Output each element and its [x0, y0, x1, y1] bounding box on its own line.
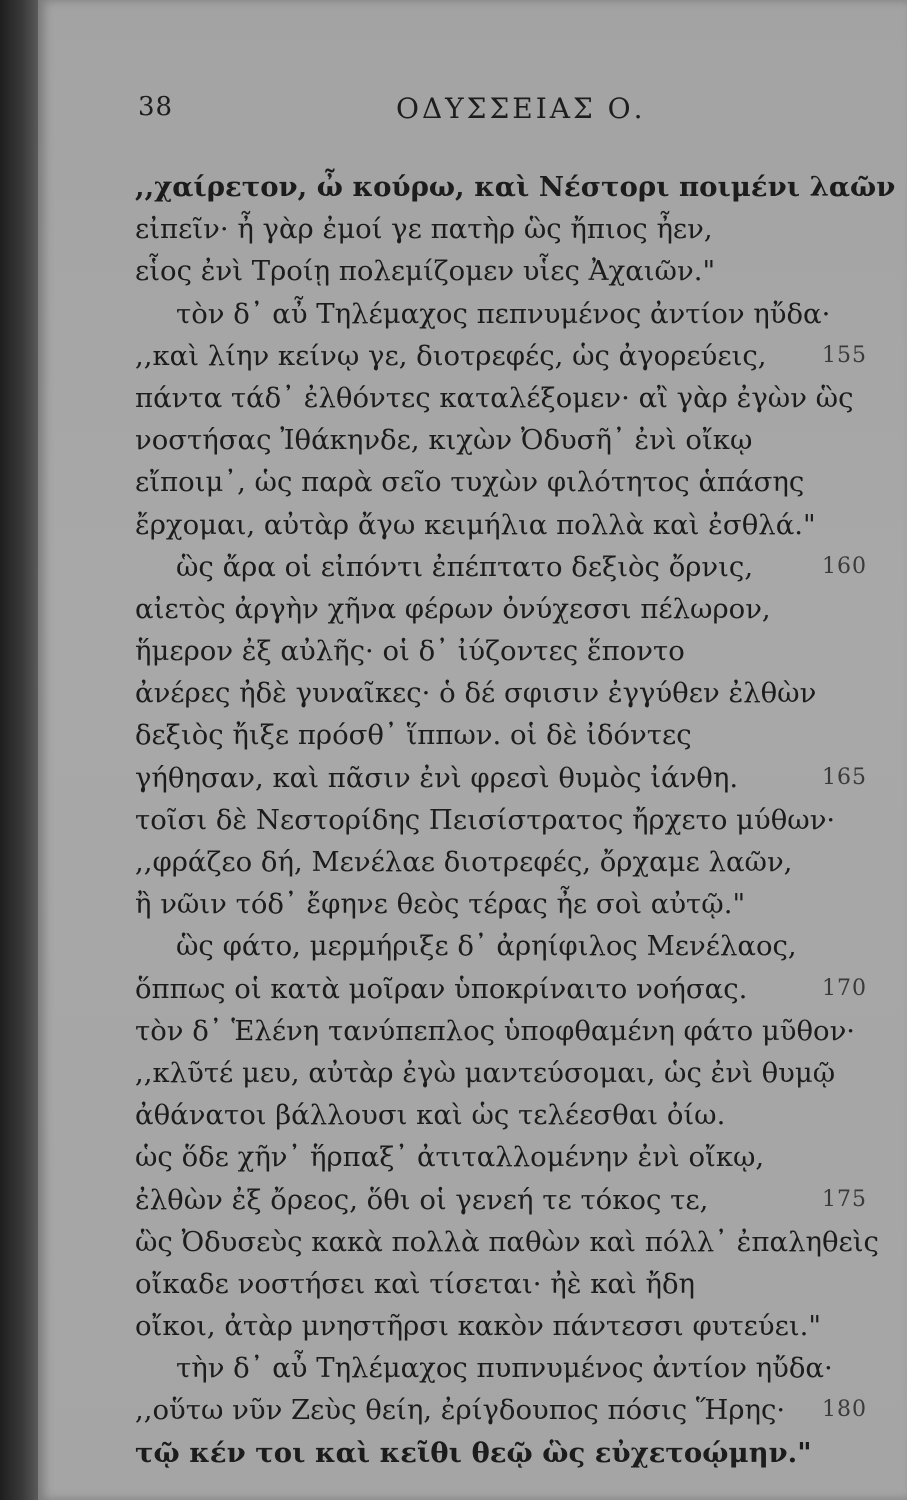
verse-line	[38, 1432, 907, 1474]
line-number: 155	[822, 342, 867, 368]
verse-line	[38, 293, 907, 335]
book-page	[38, 0, 907, 1500]
book-gutter-edge	[0, 0, 38, 1500]
verse-line	[38, 461, 907, 503]
verse-line	[38, 1263, 907, 1305]
verse-line-text: τὴν δ᾽ αὖ Τηλέμαχος πυπνυμένος ἀντίον ηὔδα·	[176, 1352, 833, 1385]
verse-line	[38, 714, 907, 756]
verse-line-text: ἥμερον ἐξ αὐλῆς· οἱ δ᾽ ἰύζοντες ἕποντο	[135, 635, 685, 668]
verse-line-text: τὸν δ᾽ Ἑλένη τανύπεπλος ὑποφθαμένη φάτο μῦθον·	[135, 1014, 856, 1047]
verse-line	[38, 1136, 907, 1178]
verse-line-text: ὡς ὅδε χῆν᾽ ἥρπαξ᾽ ἀτιταλλομένην ἐνὶ οἴκῳ,	[135, 1141, 765, 1174]
verse-line-text: ὣς Ὀδυσεὺς κακὰ πολλὰ παθὼν καὶ πόλλ᾽ ἐπαληθεὶς	[135, 1225, 879, 1258]
verse-line-text: εἴποιμ᾽, ὡς παρὰ σεῖο τυχὼν φιλότητος ἁπάσης	[135, 466, 805, 499]
verse-line-text: ἀθάνατοι βάλλουσι καὶ ὡς τελέεσθαι ὀίω.	[135, 1099, 726, 1132]
verse-line	[38, 1347, 907, 1389]
verse-line-text: ,,χαίρετον, ὦ κούρω, καὶ Νέστορι ποιμένι λαῶν	[135, 171, 896, 203]
verse-line	[38, 672, 907, 714]
line-number: 180	[822, 1397, 867, 1423]
verse-line	[38, 841, 907, 883]
verse-line	[38, 546, 907, 588]
verse-line-text: ὣς ἄρα οἱ εἰπόντι ἐπέπτατο δεξιὸς ὄρνις,	[176, 550, 754, 583]
verse-line-text: γήθησαν, καὶ πᾶσιν ἐνὶ φρεσὶ θυμὸς ἰάνθη.	[135, 761, 739, 794]
line-number: 175	[822, 1186, 867, 1212]
line-number: 160	[822, 553, 867, 579]
verse-line-text: δεξιὸς ἤιξε πρόσθ᾽ ἵππων. οἱ δὲ ἰδόντες	[135, 719, 692, 752]
verse-line	[38, 968, 907, 1010]
verse-line	[38, 208, 907, 250]
verse-line	[38, 1052, 907, 1094]
running-title: ΟΔΥΣΣΕΙΑΣ Ο.	[396, 92, 646, 125]
verse-line-text: οἴκαδε νοστήσει καὶ τίσεται· ἠὲ καὶ ἤδη	[135, 1267, 696, 1300]
verse-line-text: πάντα τάδ᾽ ἐλθόντες καταλέξομεν· αἲ γὰρ ἐγὼν ὣς	[135, 381, 854, 414]
verse-line-text: ἐλθὼν ἐξ ὄρεος, ὅθι οἱ γενεή τε τόκος τε,	[135, 1183, 709, 1216]
verse-line-text: τοῖσι δὲ Νεστορίδης Πεισίστρατος ἤρχετο μύθων·	[135, 803, 836, 836]
page-header	[38, 92, 907, 132]
verse-line	[38, 1221, 907, 1263]
verse-line	[38, 166, 907, 208]
verse-line-text: ὅππως οἱ κατὰ μοῖραν ὑποκρίναιτο νοήσας.	[135, 972, 748, 1005]
verse-line	[38, 250, 907, 292]
verse-line-text: οἴκοι, ἀτὰρ μνηστῆρσι κακὸν πάντεσσι φυτεύει."	[135, 1310, 822, 1343]
verse-line	[38, 377, 907, 419]
verse-line	[38, 925, 907, 967]
verse-line-text: ἔρχομαι, αὐτὰρ ἄγω κειμήλια πολλὰ καὶ ἐσθλά."	[135, 508, 816, 541]
verse-line-text: τῷ κέν τοι καὶ κεῖθι θεῷ ὣς εὐχετοῴμην."	[135, 1436, 812, 1469]
verse-line-text: αἰετὸς ἀργὴν χῆνα φέρων ὀνύχεσσι πέλωρον,	[135, 592, 771, 625]
verse-line-text: ,,καὶ λίην κείνῳ γε, διοτρεφές, ὡς ἀγορεύεις,	[135, 339, 767, 372]
page-number: 38	[138, 92, 174, 122]
verse-line	[38, 1179, 907, 1221]
verse-line-text: νοστήσας Ἰθάκηνδε, κιχὼν Ὀδυσῆ᾽ ἐνὶ οἴκῳ	[135, 424, 753, 457]
verse-line-text: ,,κλῦτέ μευ, αὐτὰρ ἐγὼ μαντεύσομαι, ὡς ἐνὶ θυμῷ	[135, 1056, 836, 1089]
line-number: 165	[822, 764, 867, 790]
verse-line-text: ἢ νῶιν τόδ᾽ ἔφηνε θεὸς τέρας ἦε σοὶ αὐτῷ."	[135, 888, 746, 921]
verse-line-text: εἷος ἐνὶ Τροίῃ πολεμίζομεν υἷες Ἀχαιῶν."	[135, 255, 716, 288]
verse-line	[38, 1094, 907, 1136]
verse-line-text: εἰπεῖν· ἦ γὰρ ἐμοί γε πατὴρ ὣς ἤπιος ἦεν,	[135, 213, 713, 246]
verse-line-text: ὣς φάτο, μερμήριξε δ᾽ ἀρηίφιλος Μενέλαος,	[176, 930, 797, 963]
verse-line-text: ,,φράζεο δή, Μενέλαε διοτρεφές, ὄρχαμε λαῶν,	[135, 846, 793, 878]
verse-line	[38, 1010, 907, 1052]
verse-line	[38, 1389, 907, 1431]
verse-line	[38, 588, 907, 630]
verse-line	[38, 1305, 907, 1347]
verse-line	[38, 335, 907, 377]
line-number: 170	[822, 975, 867, 1001]
verse-line	[38, 419, 907, 461]
verse-line	[38, 799, 907, 841]
verse-line-text: τὸν δ᾽ αὖ Τηλέμαχος πεπνυμένος ἀντίον ηὔδα·	[176, 297, 831, 330]
verse-line	[38, 757, 907, 799]
verse-line-text: ἀνέρες ἠδὲ γυναῖκες· ὁ δέ σφισιν ἐγγύθεν ἐλθὼν	[135, 677, 817, 710]
verse-line-text: ,,οὕτω νῦν Ζεὺς θείη, ἐρίγδουπος πόσις Ἥρης·	[135, 1394, 786, 1427]
verse-text-block	[38, 166, 907, 1474]
verse-line	[38, 883, 907, 925]
verse-line	[38, 504, 907, 546]
verse-line	[38, 630, 907, 672]
